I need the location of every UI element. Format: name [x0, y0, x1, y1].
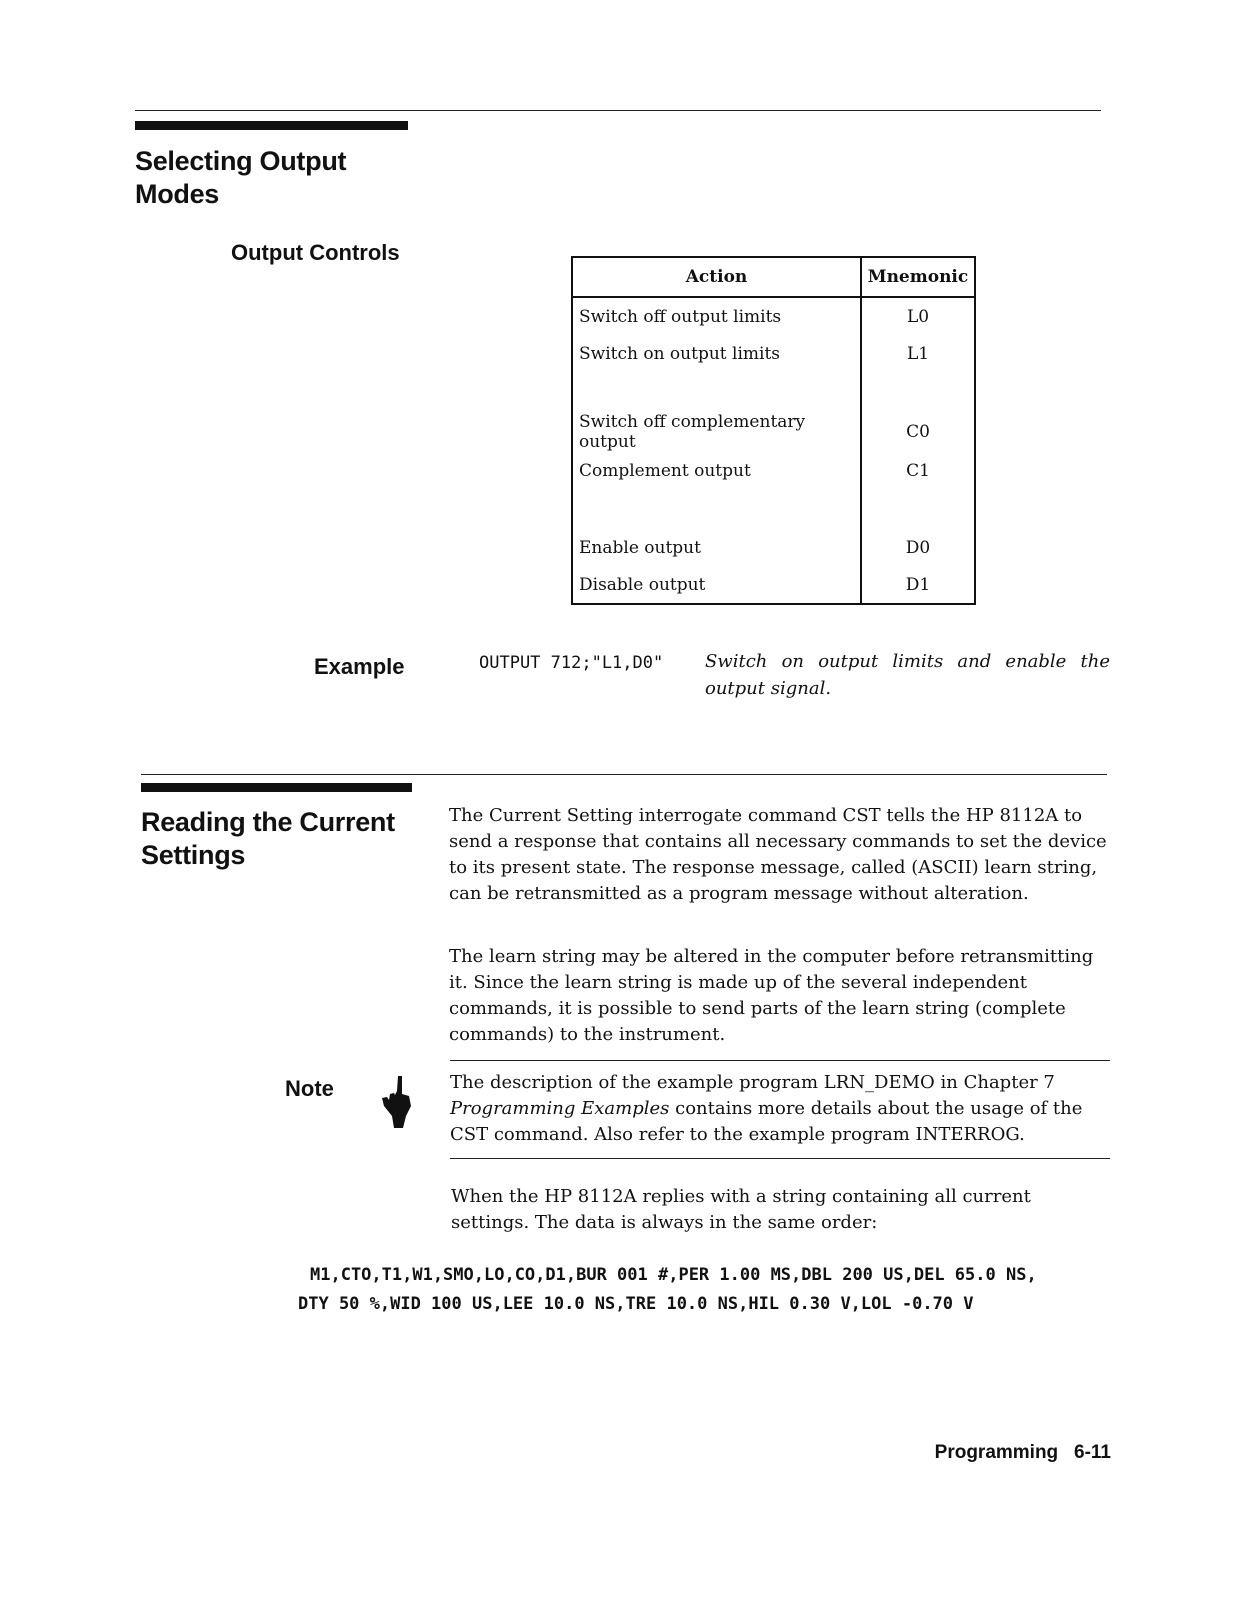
- table-row: [572, 452, 975, 489]
- example-label: Example: [314, 654, 405, 679]
- command-table: [571, 256, 976, 605]
- table-spacer-row: [572, 489, 975, 529]
- note-rule-bottom: [450, 1158, 1110, 1159]
- table-spacer-row: [572, 372, 975, 412]
- page-footer: [935, 1442, 1111, 1464]
- section-rule-thin: [141, 774, 1107, 775]
- paragraph: When the HP 8112A replies with a string containing all current settings. The data is always in the same order:: [451, 1186, 1031, 1233]
- section-rule-thick: [135, 121, 408, 130]
- section-title: [141, 806, 395, 872]
- learn-string-line: M1,CTO,T1,W1,SMO,LO,CO,D1,BUR 001 #,PER 1.00 MS,DBL 200 US,DEL 65.0 NS,: [310, 1265, 1037, 1285]
- note-text-part: contains more details about the usage of the CST command. Also refer to the example program INTERROG.: [450, 1098, 1083, 1145]
- note-label: Note: [285, 1076, 334, 1101]
- subsection-title: Output Controls: [231, 240, 400, 265]
- mnemonic-cell: L1: [861, 335, 975, 372]
- table-row: [572, 335, 975, 372]
- column-header: Mnemonic: [861, 257, 975, 297]
- mnemonic-cell: L0: [861, 297, 975, 335]
- note-text: [450, 1070, 1105, 1148]
- section-rule-thick: [141, 783, 412, 792]
- pointing-hand-icon: [380, 1076, 414, 1128]
- section-title: [135, 145, 346, 211]
- example-code: OUTPUT 712;"L1,D0": [479, 653, 664, 673]
- action-cell: Disable output: [579, 574, 706, 595]
- note-text-part: The description of the example program LRN_DEMO in Chapter 7: [450, 1072, 1055, 1093]
- footer-page-number: 6-11: [1074, 1442, 1111, 1463]
- example-description: Switch on output limits and enable the output signal.: [705, 651, 1110, 699]
- section-title-line: Reading the Current: [141, 807, 395, 837]
- table-row: [572, 529, 975, 566]
- column-header: Action: [572, 257, 861, 297]
- action-cell: Complement output: [579, 460, 751, 481]
- table-header-row: [572, 257, 975, 297]
- note-text-italic: Programming Examples: [450, 1098, 670, 1119]
- footer-section: Programming: [934, 1442, 1059, 1463]
- section-title-line: Modes: [135, 179, 220, 209]
- mnemonic-cell: D0: [861, 529, 975, 566]
- table-row: [572, 297, 975, 335]
- section-rule-thin: [135, 110, 1101, 111]
- mnemonic-cell: C0: [861, 412, 975, 452]
- mnemonic-cell: D1: [861, 566, 975, 604]
- learn-string-line: DTY 50 %,WID 100 US,LEE 10.0 NS,TRE 10.0 NS,HIL 0.30 V,LOL -0.70 V: [298, 1294, 974, 1314]
- action-cell: Switch off complementary output: [579, 412, 806, 452]
- paragraph: The Current Setting interrogate command CST tells the HP 8112A to send a response that contains all necessary commands to set the device to its present state. The response message, called (ASCII) learn string, can be retransmitted as a program message without alteration.: [449, 805, 1107, 904]
- action-cell: Enable output: [579, 537, 701, 558]
- section-title-line: Selecting Output: [135, 146, 347, 176]
- table-row: [572, 412, 975, 452]
- paragraph: The learn string may be altered in the computer before retransmitting it. Since the learn string is made up of the several independent commands, it is possible to send parts of the learn string (complete commands) to the instrument.: [449, 946, 1094, 1045]
- section-title-line: Settings: [141, 840, 246, 870]
- action-cell: Switch on output limits: [579, 343, 780, 364]
- action-cell: Switch off output limits: [579, 306, 782, 327]
- note-rule-top: [450, 1060, 1110, 1061]
- table-row: [572, 566, 975, 604]
- mnemonic-cell: C1: [861, 452, 975, 489]
